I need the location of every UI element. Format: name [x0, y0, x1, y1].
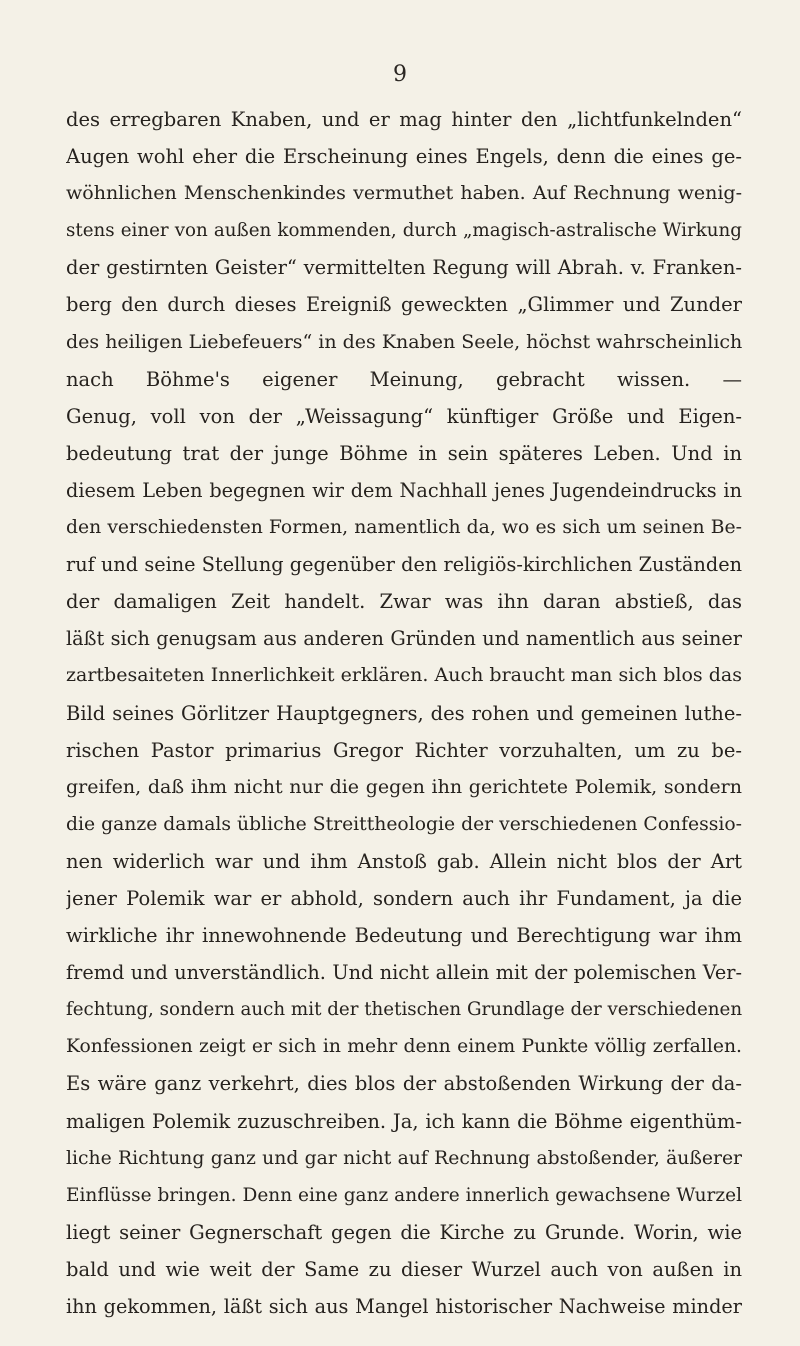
text-line: Genug, voll von der „Weissagung“ künftiger Größe und Eigen-	[66, 404, 742, 428]
text-line: stens einer von außen kommenden, durch „magisch-astralische Wirkung	[66, 220, 742, 242]
text-line: des heiligen Liebefeuers“ in des Knaben Seele, höchst wahrscheinlich	[66, 330, 742, 353]
text-line: berg den durch dieses Ereigniß geweckten „Glimmer und Zunder	[66, 293, 742, 317]
text-line: wöhnlichen Menschenkindes vermuthet haben. Auf Rechnung wenig-	[66, 182, 742, 205]
text-line: bedeutung trat der junge Böhme in sein späteres Leben. Und in	[66, 441, 742, 465]
text-line: liegt seiner Gegnerschaft gegen die Kirche zu Grunde. Worin, wie	[66, 1220, 742, 1244]
text-line: ruf und seine Stellung gegenüber den religiös-kirchlichen Zuständen	[66, 553, 742, 577]
text-line: maligen Polemik zuzuschreiben. Ja, ich kann die Böhme eigenthüm-	[66, 1109, 742, 1133]
text-line: jener Polemik war er abhold, sondern auch ihr Fundament, ja die	[66, 886, 742, 910]
text-line: nach Böhme's eigener Meinung, gebracht wissen. —	[66, 367, 742, 391]
text-line: rischen Pastor primarius Gregor Richter vorzuhalten, um zu be-	[66, 738, 742, 762]
text-line: diesem Leben begegnen wir dem Nachhall jenes Jugendeindrucks in	[66, 478, 742, 502]
text-line: ihn gekommen, läßt sich aus Mangel historischer Nachweise minder	[66, 1295, 742, 1318]
text-line: Es wäre ganz verkehrt, dies blos der abstoßenden Wirkung der da-	[66, 1072, 742, 1096]
text-line: fechtung, sondern auch mit der thetischen Grundlage der verschiedenen	[66, 999, 742, 1021]
text-line: liche Richtung ganz und gar nicht auf Rechnung abstoßender, äußerer	[66, 1147, 742, 1169]
body-text	[66, 101, 742, 1325]
text-line: den verschiedensten Formen, namentlich da, wo es sich um seinen Be-	[66, 517, 742, 539]
text-line: Einflüsse bringen. Denn eine ganz andere innerlich gewachsene Wurzel	[66, 1184, 742, 1206]
text-line: der damaligen Zeit handelt. Zwar was ihn daran abstieß, das	[66, 590, 742, 614]
text-line: zartbesaiteten Innerlichkeit erklären. Auch braucht man sich blos das	[66, 664, 742, 687]
text-line: wirkliche ihr innewohnende Bedeutung und Berechtigung war ihm	[66, 924, 742, 948]
text-line: Bild seines Görlitzer Hauptgegners, des rohen und gemeinen luthe-	[66, 701, 742, 725]
text-line: die ganze damals übliche Streittheologie der verschiedenen Confessio-	[66, 813, 742, 835]
text-line: Augen wohl eher die Erscheinung eines Engels, denn die eines ge-	[66, 145, 742, 169]
text-line: bald und wie weit der Same zu dieser Wurzel auch von außen in	[66, 1257, 742, 1281]
text-line: der gestirnten Geister“ vermittelten Regung will Abrah. v. Franken-	[66, 256, 742, 280]
text-line: greifen, daß ihm nicht nur die gegen ihn gerichtete Polemik, sondern	[66, 775, 742, 798]
text-line: nen widerlich war und ihm Anstoß gab. Allein nicht blos der Art	[66, 849, 742, 873]
text-line: fremd und unverständlich. Und nicht allein mit der polemischen Ver-	[66, 961, 742, 985]
page-number: 9	[393, 62, 407, 87]
text-line: Konfessionen zeigt er sich in mehr denn einem Punkte völlig zerfallen.	[66, 1036, 742, 1058]
text-line: läßt sich genugsam aus anderen Gründen und namentlich aus seiner	[66, 627, 742, 651]
text-line: des erregbaren Knaben, und er mag hinter den „lichtfunkelnden“	[66, 108, 742, 131]
